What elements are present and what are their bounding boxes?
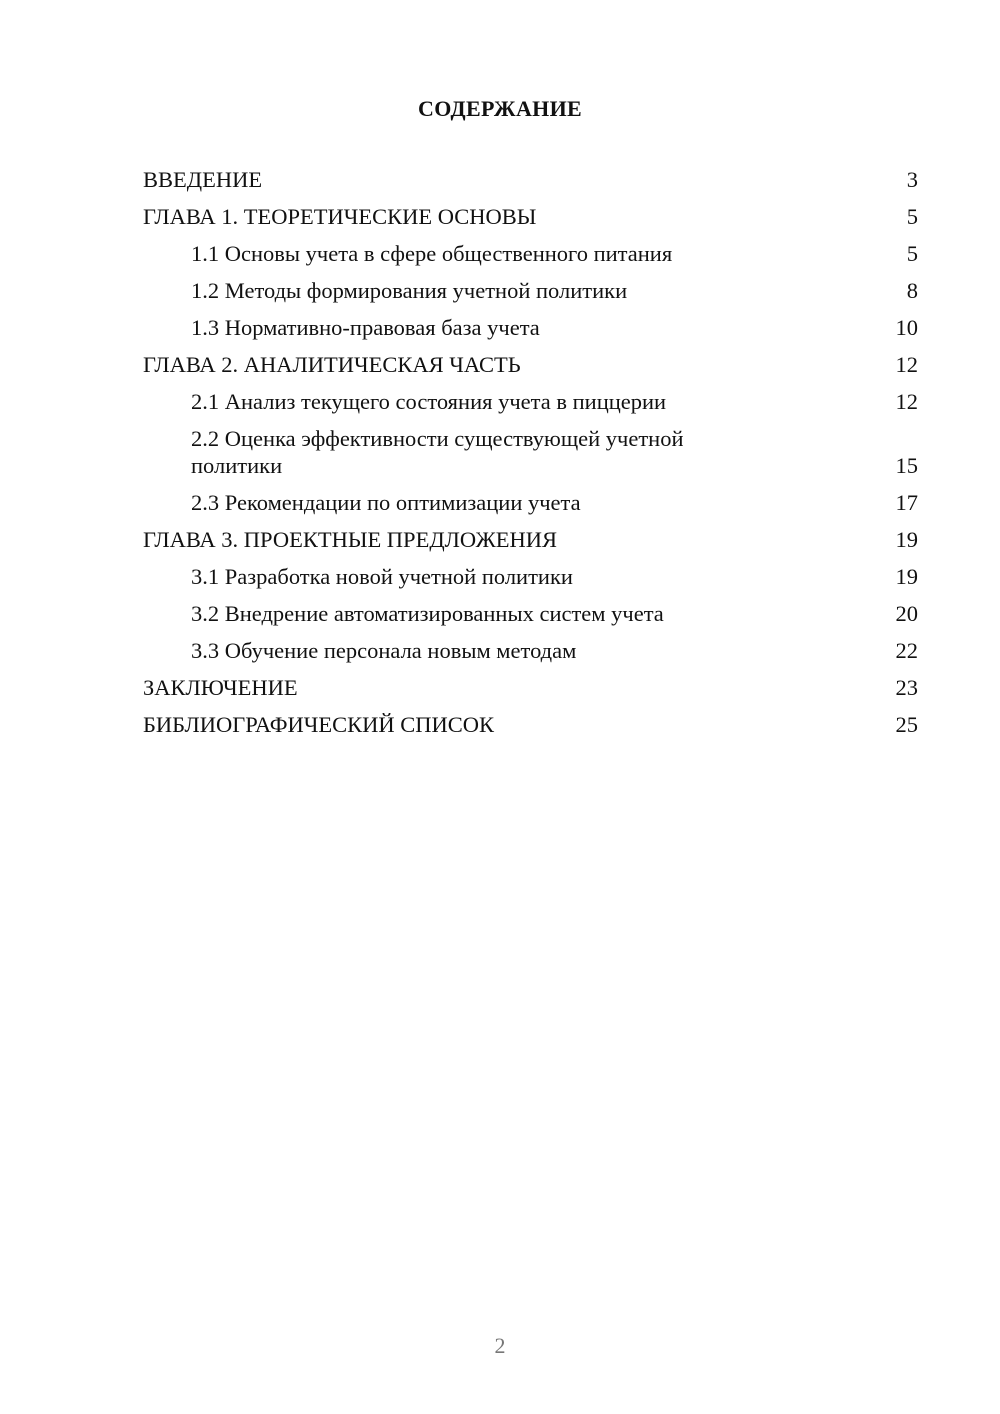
page-title: СОДЕРЖАНИЕ <box>418 96 582 121</box>
toc-entry-page: 8 <box>906 278 918 303</box>
toc-entry-bibliography[interactable] <box>143 711 918 738</box>
toc-entry-chapter-1[interactable] <box>143 203 918 230</box>
toc-entry-label: 3.2 Внедрение автоматизированных систем учета <box>191 601 664 626</box>
toc-entry-section-1-2[interactable] <box>143 277 918 304</box>
toc-entry-label: 2.2 Оценка эффективности существующей учетной политики <box>191 426 684 478</box>
toc-entry-chapter-3[interactable] <box>143 526 918 553</box>
table-of-contents <box>143 166 918 748</box>
toc-entry-label: 1.2 Методы формирования учетной политики <box>191 278 628 303</box>
toc-entry-label: ГЛАВА 2. АНАЛИТИЧЕСКАЯ ЧАСТЬ <box>143 352 521 377</box>
toc-entry-page: 12 <box>895 389 918 414</box>
toc-entry-label: БИБЛИОГРАФИЧЕСКИЙ СПИСОК <box>143 712 495 737</box>
toc-entry-label: 2.1 Анализ текущего состояния учета в пиццерии <box>191 389 667 414</box>
toc-entry-page: 3 <box>906 167 918 192</box>
toc-entry-label: ЗАКЛЮЧЕНИЕ <box>143 675 298 700</box>
toc-entry-section-3-3[interactable] <box>143 637 918 664</box>
toc-entry-page: 12 <box>895 352 918 377</box>
toc-entry-page: 5 <box>906 241 918 266</box>
toc-entry-label: ГЛАВА 1. ТЕОРЕТИЧЕСКИЕ ОСНОВЫ <box>143 204 537 229</box>
toc-entry-page: 25 <box>895 712 918 737</box>
toc-entry-page: 19 <box>895 527 918 552</box>
toc-entry-page: 5 <box>906 204 918 229</box>
toc-entry-section-1-1[interactable] <box>143 240 918 267</box>
toc-entry-section-3-2[interactable] <box>143 600 918 627</box>
toc-entry-label: 1.1 Основы учета в сфере общественного питания <box>191 241 673 266</box>
toc-entry-label: ГЛАВА 3. ПРОЕКТНЫЕ ПРЕДЛОЖЕНИЯ <box>143 527 558 552</box>
toc-entry-page: 17 <box>895 490 918 515</box>
toc-entry-conclusion[interactable] <box>143 674 918 701</box>
toc-entry-chapter-2[interactable] <box>143 351 918 378</box>
toc-entry-page: 10 <box>895 315 918 340</box>
toc-entry-label: ВВЕДЕНИЕ <box>143 167 263 192</box>
toc-entry-label: 2.3 Рекомендации по оптимизации учета <box>191 490 581 515</box>
toc-entry-label: 3.1 Разработка новой учетной политики <box>191 564 573 589</box>
toc-entry-page: 19 <box>895 564 918 589</box>
toc-entry-page: 20 <box>895 601 918 626</box>
toc-entry-label: 3.3 Обучение персонала новым методам <box>191 638 577 663</box>
toc-entry-section-2-3[interactable] <box>143 489 918 516</box>
toc-entry-page: 15 <box>895 453 918 478</box>
toc-entry-page: 23 <box>895 675 918 700</box>
toc-entry-section-1-3[interactable] <box>143 314 918 341</box>
toc-entry-label: 1.3 Нормативно-правовая база учета <box>191 315 540 340</box>
toc-entry-section-2-2[interactable] <box>143 425 918 479</box>
toc-entry-introduction[interactable] <box>143 166 918 193</box>
toc-entry-section-3-1[interactable] <box>143 563 918 590</box>
toc-entry-page: 22 <box>895 638 918 663</box>
toc-entry-section-2-1[interactable] <box>143 388 918 415</box>
page-number: 2 <box>494 1333 506 1358</box>
